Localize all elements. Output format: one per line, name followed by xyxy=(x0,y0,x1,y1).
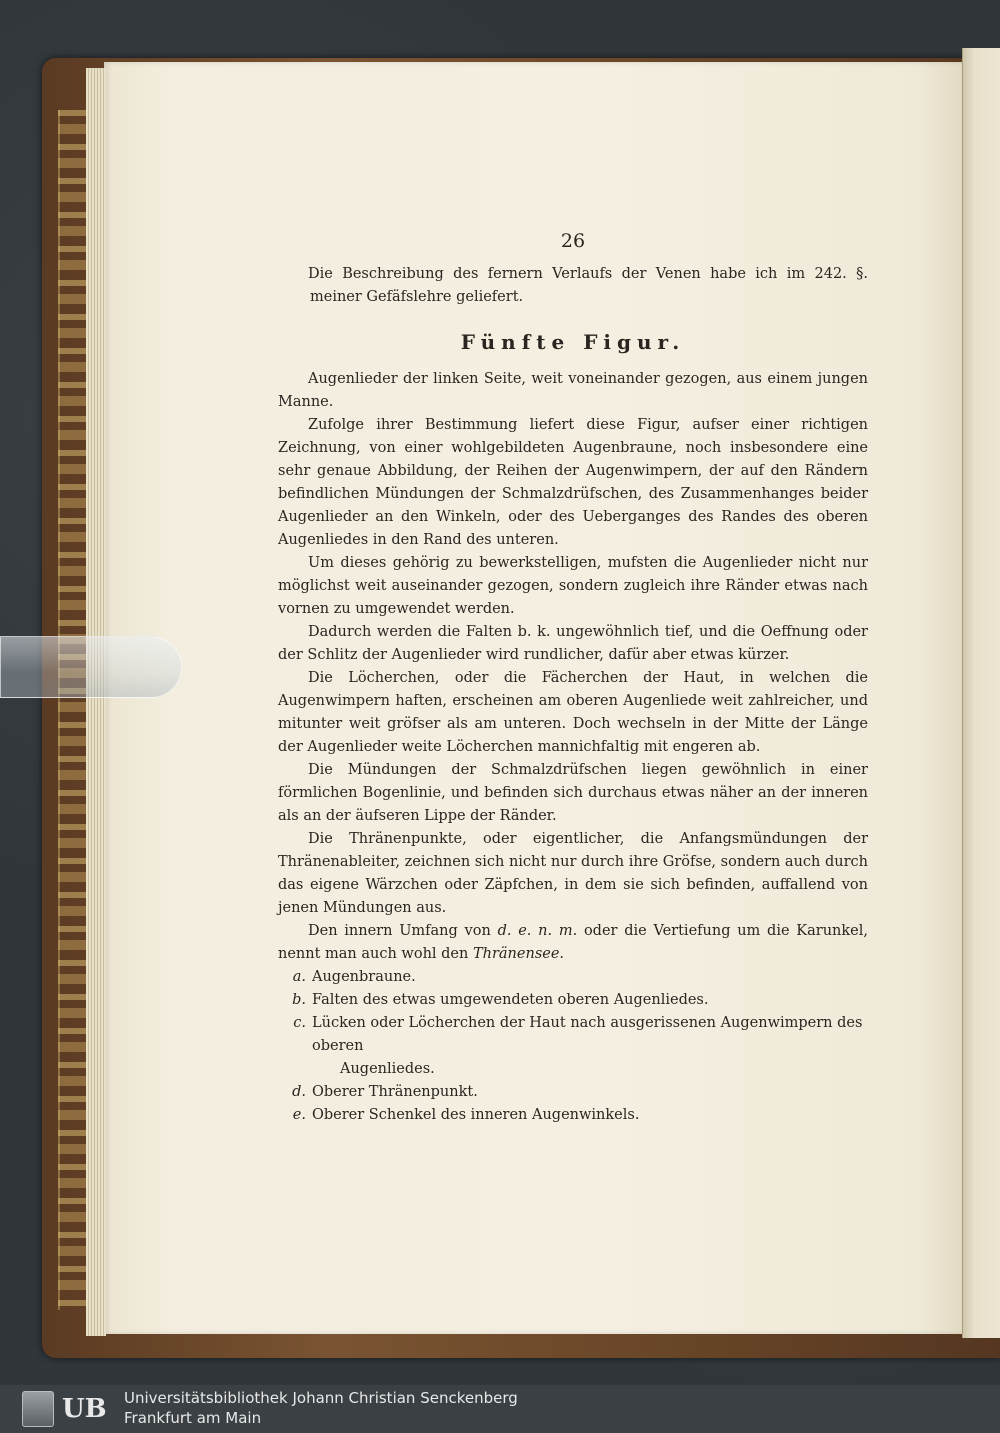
karunkel-text-mid: oder die Vertiefung um die Karunkel, nennt man auch wohl den xyxy=(278,923,868,962)
logo-text: UB xyxy=(62,1394,107,1424)
list-text: Augenbraune. xyxy=(312,969,416,985)
list-letter: c. xyxy=(293,1015,306,1031)
facing-page-edge xyxy=(962,48,1000,1338)
karunkel-paragraph xyxy=(278,920,868,966)
gilt-spine-ornament xyxy=(58,110,88,1310)
paragraph: Um dieses gehörig zu bewerkstelligen, mufsten die Augenlieder nicht nur möglichst weit auseinander gezogen, sondern zugleich ihre Ränder etwas nach vornen zu umgewendet werden. xyxy=(278,555,868,617)
list-text-continuation: Augenliedes. xyxy=(340,1061,435,1077)
list-letter: b. xyxy=(292,992,306,1008)
list-text-line: Lücken oder Löcherchen der Haut nach ausgerissenen Augenwimpern des oberen xyxy=(312,1015,863,1054)
paragraph: Die Löcherchen, oder die Fächerchen der Haut, in welchen die Augenwimpern haften, erscheinen am oberen Augenliede weit zahlreicher, und mitunter weit gröfser als am unteren. Doch wechseln in der Mitte der Länge der Augenlieder weite Löcherchen mannichfaltig mit engeren ab. xyxy=(278,670,868,755)
list-letter: d. xyxy=(292,1084,306,1100)
paragraph: Dadurch werden die Falten b. k. ungewöhnlich tief, und die Oeffnung oder der Schlitz der Augenlieder wird rundlicher, dafür aber etwas kürzer. xyxy=(278,624,868,663)
legend-list xyxy=(278,966,868,1127)
library-name: Universitätsbibliothek Johann Christian Senckenberg xyxy=(124,1389,518,1407)
section-heading: Fünfte Figur. xyxy=(460,330,686,354)
list-item xyxy=(278,1012,868,1081)
page-text xyxy=(278,230,868,1127)
list-item xyxy=(278,966,868,989)
footer-bar xyxy=(0,1385,1000,1433)
list-text: Oberer Thränenpunkt. xyxy=(312,1084,478,1100)
paragraph: Augenlieder der linken Seite, weit voneinander gezogen, aus einem jungen Manne. xyxy=(278,371,868,410)
karunkel-term: Thränensee. xyxy=(472,946,565,962)
list-item xyxy=(278,989,868,1012)
intro-paragraph: Die Beschreibung des fernern Verlaufs der Venen habe ich im 242. §. meiner Gefäfslehre geliefert. xyxy=(308,266,868,305)
library-location: Frankfurt am Main xyxy=(124,1409,262,1427)
paragraph: Zufolge ihrer Bestimmung liefert diese Figur, aufser einer richtigen Zeichnung, von einer wohlgebildeten Augenbraune, noch insbesondere eine sehr genaue Abbildung, der Reihen der Augenwimpern, der auf den Rändern befindlichen Mündungen der Schmalzdrüfschen, des Zusammenhanges beider Augenlieder an den Winkeln, oder des Ueberganges des Randes des oberen Augenliedes in den Rand des unteren. xyxy=(278,417,868,548)
list-text: Falten des etwas umgewendeten oberen Augenliedes. xyxy=(312,992,709,1008)
plastic-page-holder xyxy=(0,636,182,698)
paragraph: Die Mündungen der Schmalzdrüfschen liegen gewöhnlich in einer förmlichen Bogenlinie, und befinden sich durchaus etwas näher an der inneren als an der äufseren Lippe der Ränder. xyxy=(278,762,868,824)
portrait-icon xyxy=(22,1391,54,1427)
karunkel-text-pre: Den innern Umfang von xyxy=(308,923,491,939)
list-text xyxy=(312,1012,868,1081)
list-letter: e. xyxy=(292,1107,306,1123)
page-stack-edges xyxy=(86,68,106,1336)
page-number: 26 xyxy=(560,230,586,252)
karunkel-letters: d. e. n. m. xyxy=(497,923,578,939)
paragraph: Die Thränenpunkte, oder eigentlicher, die Anfangsmündungen der Thränenableiter, zeichnen sich nicht nur durch ihre Gröfse, sondern auch durch das eigene Wärzchen oder Zäpfchen, in dem sie sich befinden, auffallend von jenen Mündungen aus. xyxy=(278,831,868,916)
list-text: Oberer Schenkel des inneren Augenwinkels. xyxy=(312,1107,640,1123)
library-logo[interactable] xyxy=(22,1391,118,1427)
list-item xyxy=(278,1104,868,1127)
list-letter: a. xyxy=(292,969,306,985)
list-item xyxy=(278,1081,868,1104)
